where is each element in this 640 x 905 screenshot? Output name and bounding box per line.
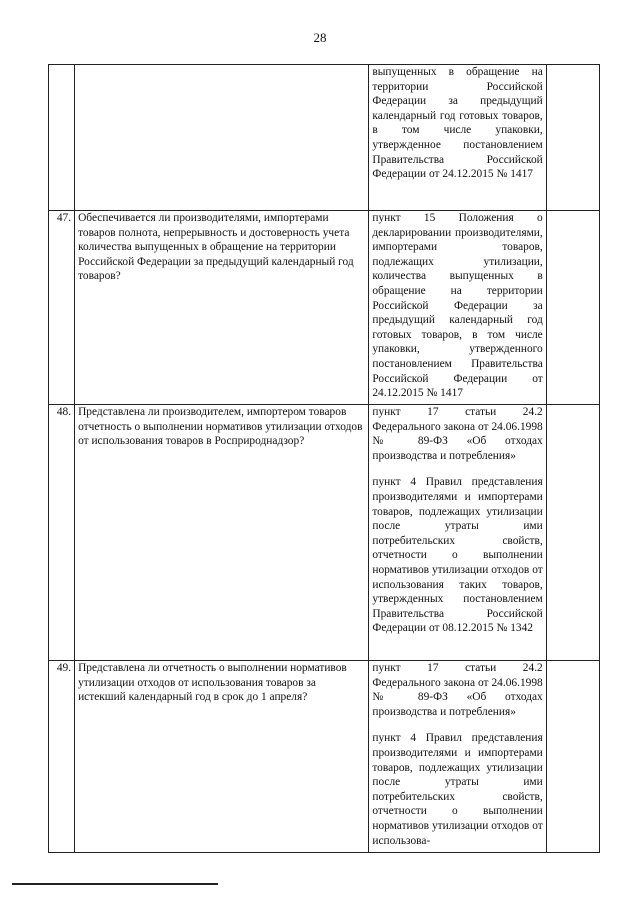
legal-basis — [369, 405, 546, 661]
legal-basis-paragraph: пункт 17 статьи 24.2 Федерального закона от 24.06.1998 № 89-ФЗ «Об отходах производства и потребления» — [372, 662, 543, 718]
question-text: Представлена ли производителем, импортером товаров отчетность о выполнении нормативов утилизации отходов от использования товаров в Росприроднадзор? — [75, 405, 369, 661]
table-row — [49, 661, 600, 853]
requirements-table — [48, 64, 600, 853]
empty-cell — [546, 405, 599, 661]
legal-basis — [369, 65, 546, 211]
row-number: 48. — [49, 405, 75, 661]
legal-basis — [369, 211, 546, 405]
table-row — [49, 405, 600, 661]
legal-basis-paragraph: пункт 4 Правил представления производителями и импортерами товаров, подлежащих утилизации после утраты ими потребительских свойств, отчетности о выполнении нормативов утилизации отходов от использования таких товаров, утвержденных постановлением Правительства Российской Федерации от 08.12.2015 № 1342 — [372, 476, 543, 635]
row-number: 49. — [49, 661, 75, 853]
paragraph-gap — [372, 719, 542, 731]
page-number: 28 — [313, 30, 327, 45]
empty-cell — [546, 65, 599, 211]
legal-basis — [369, 661, 546, 853]
question-text — [75, 65, 369, 211]
legal-basis-paragraph: пункт 17 статьи 24.2 Федерального закона от 24.06.1998 № 89-ФЗ «Об отходах производства и потребления» — [372, 406, 543, 462]
legal-basis-paragraph: выпущенных в обращение на территории Российской Федерации за предыдущий календарный год готовых товаров, в том числе упаковки, утвержденное постановлением Правительства Российской Федерации от 24.12.2015 № 1417 — [372, 66, 543, 181]
empty-cell — [546, 661, 599, 853]
row-number — [49, 65, 75, 211]
row-number: 47. — [49, 211, 75, 405]
legal-basis-paragraph: пункт 4 Правил представления производителями и импортерами товаров, подлежащих утилизации после утраты ими потребительских свойств, отчетности о выполнении нормативов утилизации отходов от использова- — [372, 732, 543, 847]
legal-basis-paragraph: пункт 15 Положения о декларировании производителями, импортерами товаров, подлежащих утилизации, количества выпущенных в обращение на территории Российской Федерации за предыдущий календарный год готовых товаров, в том числе упаковки, утвержденного постановлением Правительства Российской Федерации от 24.12.2015 № 1417 — [372, 212, 543, 400]
table-row — [49, 65, 600, 211]
question-text: Представлена ли отчетность о выполнении нормативов утилизации отходов от использования товаров за истекший календарный год в срок до 1 апреля? — [75, 661, 369, 853]
question-text: Обеспечивается ли производителями, импортерами товаров полнота, непрерывность и достоверность учета количества выпущенных в обращение на территории Российской Федерации за предыдущий календарный год товаров? — [75, 211, 369, 405]
table-row — [49, 211, 600, 405]
paragraph-gap — [372, 463, 542, 475]
empty-cell — [546, 211, 599, 405]
footnote-rule — [12, 883, 218, 885]
